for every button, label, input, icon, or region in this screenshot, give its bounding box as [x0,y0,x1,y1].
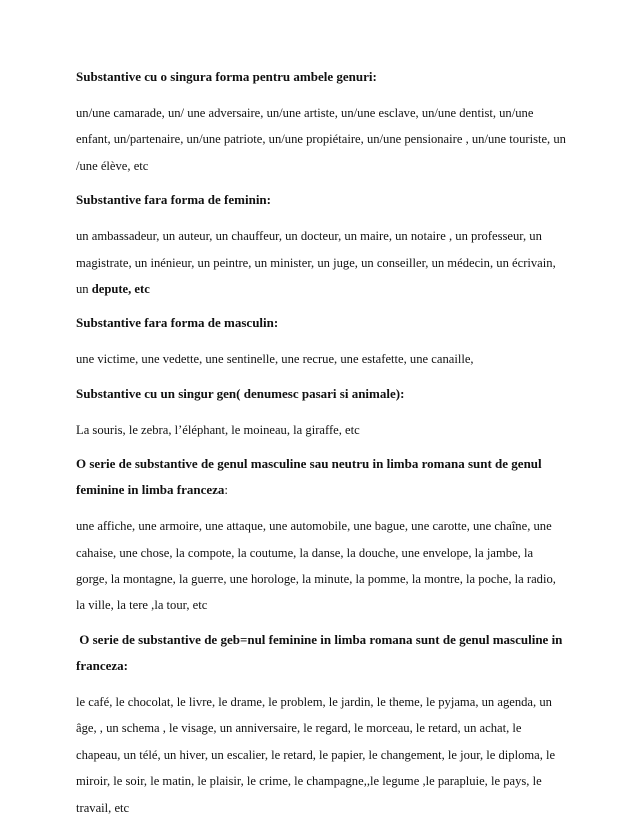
body-line: une affiche, une armoire, une attaque, une automobile, une bague, une carotte, une chaîne, une [76,519,552,534]
body-line: cahaise, une chose, la compote, la coutume, la danse, la douche, une envelope, la jambe, la [76,545,534,560]
body-line: magistrate, un inénieur, un peintre, un minister, un juge, un conseiller, un médecin, un écrivain, [76,255,556,270]
section-body [76,346,578,372]
section-heading [76,451,578,503]
section-heading: Substantive cu o singura forma pentru ambele genuri: [76,69,377,84]
body-line: un ambassadeur, un auteur, un chauffeur, un docteur, un maire, un notaire , un professeur, un [76,229,542,244]
body-line: chapeau, un télé, un hiver, un escalier, le retard, le papier, le changement, le jour, le diploma, le [76,747,556,762]
heading-line: franceza: [76,657,128,673]
section-body [76,513,578,619]
heading-suffix: : [224,482,229,498]
body-text: un [76,282,92,297]
heading-line: O serie de substantive de geb=nul feminine in limba romana sunt de genul masculine in [76,631,563,647]
heading-line [76,477,578,503]
body-line: la ville, la tere ,la tour, etc [76,598,208,613]
section-body [76,689,578,821]
heading-text: feminine in limba franceza [76,482,225,498]
body-line: le café, le chocolat, le livre, le drame, le problem, le jardin, le theme, le pyjama, un agenda, un [76,694,552,709]
body-line [76,276,578,302]
section-heading [76,627,578,679]
body-line: travail, etc [76,800,130,815]
body-line: miroir, le soir, le matin, le plaisir, le crime, le champagne,,le legume ,le parapluie, le pays, le [76,774,542,789]
body-line: âge, , un schema , le visage, un anniversaire, le regard, le morceau, le retard, un achat, le [76,721,522,736]
body-line: La souris, le zebra, l’éléphant, le moineau, la giraffe, etc [76,422,360,437]
body-line: gorge, la montagne, la guerre, une horologe, la minute, la pomme, la montre, la poche, la radio, [76,572,556,587]
body-line: /une élève, etc [76,158,149,173]
section-body [76,100,578,179]
heading-line: O serie de substantive de genul masculine sau neutru in limba romana sunt de genul [76,456,542,472]
section-heading: Substantive fara forma de masculin: [76,315,279,331]
body-line: enfant, un/partenaire, un/une patriote, un/une propiétaire, un/une pensionaire , un/une touriste, un [76,132,566,147]
section-heading: Substantive cu un singur gen( denumesc pasari si animale): [76,385,405,401]
section-heading: Substantive fara forma de feminin: [76,192,271,208]
section-body [76,223,578,302]
body-line: un/une camarade, un/ une adversaire, un/une artiste, un/une esclave, un/une dentist, un/une [76,106,534,120]
emphasized-text: depute, etc [91,282,150,297]
body-line: une victime, une vedette, une sentinelle, une recrue, une estafette, une canaille, [76,352,474,367]
section-body [76,417,578,443]
